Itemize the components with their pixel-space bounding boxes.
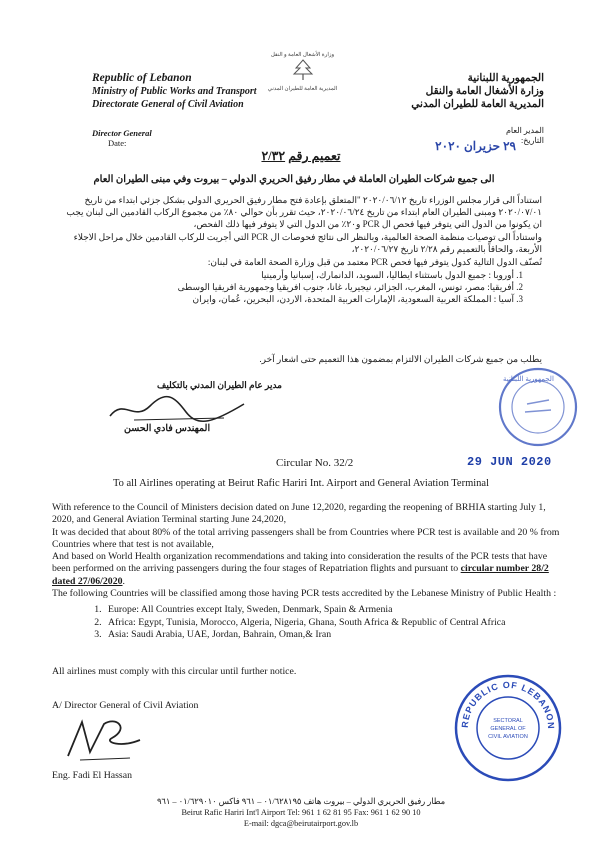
en-paragraph-4: The following Countries will be classified among those having PCR tests accredited by the Lebanese Ministry of Public Health : <box>52 588 557 600</box>
en-country-list <box>52 604 567 641</box>
ar-date-handwritten: ٢٩ حزيران ٢٠٢٠ <box>435 139 516 153</box>
date-label: Date: <box>108 138 127 148</box>
letterhead-ministry: Ministry of Public Works and Transport <box>92 86 257 97</box>
circular-reference: circular number 28/2 dated 27/06/2020 <box>52 563 549 587</box>
en-paragraph-3-start: And based on World Health organization recommendations and taking into consideration the results of the PCR tests that have been performed on the arriving passengers during the four stages of Repatriation flights and pursuant to <box>52 551 548 575</box>
en-signature-name: Eng. Fadi El Hassan <box>52 770 132 781</box>
stamp-ring-text: REPUBLIC OF LEBANON <box>459 679 557 730</box>
letterhead-ar-ministry: وزارة الأشغال العامة والنقل <box>425 86 544 97</box>
en-list-item: 2. Africa: Egypt, Tunisia, Morocco, Algeria, Nigeria, Ghana, South Africa & Republic of Central Africa <box>104 617 567 629</box>
arabic-addressee: الى جميع شركات الطيران العاملة في مطار رفيق الحريري الدولي – بيروت وفي مبنى الطيران العام <box>93 174 495 185</box>
ar-list-item: 2. أفريقيا: مصر، تونس، المغرب، الجزائر، نيجيريا، غانا، جنوب افريقيا وجمهورية افريقيا الوسطى <box>64 281 514 293</box>
ar-title-number: ٢/٣٢ <box>261 149 286 163</box>
ar-director-text: المدير العام <box>505 126 544 135</box>
bottom-official-stamp-icon <box>452 672 564 784</box>
en-signature-scribble-icon <box>60 712 150 766</box>
en-paragraph-3-end: . <box>122 575 125 587</box>
ar-closing-line: يطلب من جميع شركات الطيران الالتزام بمضمون هذا التعميم حتى اشعار آخر. <box>259 354 542 364</box>
en-paragraph-1: With reference to the Council of Ministers decision dated on June 12,2020, regarding the reopening of BRHIA starting July 1, 2020, and General Aviation Terminal starting June 24,2020, <box>52 502 546 526</box>
stamp-center-line-2: GENERAL OF <box>490 726 526 732</box>
ar-list-item: 1. أوروبا : جميع الدول باستثناء ايطاليا، السويد، الدانمارك، إسبانيا وأرمينيا <box>64 269 514 281</box>
english-addressee: To all Airlines operating at Beirut Rafic Hariri Int. Airport and General Aviation Terminal <box>112 478 490 489</box>
director-general-label: Director General <box>92 128 152 138</box>
cedar-emblem-icon <box>290 59 316 81</box>
comply-statement: All airlines must comply with this circular until further notice. <box>52 666 297 677</box>
ar-title-prefix: تعميم رقم <box>288 149 341 163</box>
logo-line-ar-2: المديرية العامة للطيران المدني <box>267 86 338 92</box>
ar-paragraph-3: تُصنّف الدول التالية كدول يتوفر فيها فحص PCR معتمد من قبل وزارة الصحة العامة في لبنان: <box>207 257 542 267</box>
en-paragraph-3 <box>52 551 567 588</box>
arabic-circular-title <box>0 148 602 164</box>
stamp-center-line-1: SECTORAL <box>493 718 523 724</box>
logo-line-ar-1: وزارة الأشغال العامة و النقل <box>270 52 335 58</box>
en-list-item: 1. Europe: All Countries except Italy, Sweden, Denmark, Spain & Armenia <box>104 604 567 616</box>
stamp-center-line-3: CIVIL AVIATION <box>488 734 528 740</box>
arabic-letterhead <box>411 72 544 111</box>
arabic-body <box>64 194 542 305</box>
ar-paragraph-2: واستناداً الى توصيات منظمة الصحة العالمية، وبالنظر الى نتائج فحوصات ال PCR التي أجريت للركاب القادمين خلال مراحل الاجلاء الأربعة، والحاقاً بالتعميم رقم ٢/٢٨ تاريخ ٢٠٢٠/٠٦/٢٧، <box>73 232 542 254</box>
footer-email: E-mail: dgca@beirutairport.gov.lb <box>243 819 359 828</box>
ar-list-item: 3. آسيا : المملكة العربية السعودية، الإمارات العربية المتحدة، الاردن، البحرين، عُمان، وايران <box>64 293 514 305</box>
page-footer <box>0 796 602 829</box>
letterhead-republic: Republic of Lebanon <box>92 72 192 84</box>
ar-signature-scribble-icon <box>104 392 254 426</box>
ar-paragraph-1: استناداً الى قرار مجلس الوزراء تاريخ ٢٠٢٠/٠٦/١٢ "المتعلق بإعادة فتح مطار رفيق الحريري الدولي بشكل جزئي ابتداء من تاريخ ٢٠٢٠/٠٧/٠١ ومبنى الطيران العام ابتداء من تاريخ ٢٠٢٠/٠٦/٢٤، حيث تقرر بأن حوالي ٨٠٪ من مجموع الركاب القادمين الى لبنان يجب ان يكونوا من الدول التي يتوفر فيها فحص ال PCR و٢٠٪ من الدول التي لا يتوفر فيها ذلك الفحص، <box>66 195 542 229</box>
en-signature-title: A/ Director General of Civil Aviation <box>52 700 199 711</box>
ar-signature-name: المهندس فادي الحسن <box>124 424 211 434</box>
footer-ar-address: مطار رفيق الحريري الدولي – بيروت هاتف ٠١/٦٢٨١٩٥ – ٩٦١ فاكس ٠١/٦٢٩٠١٠ – ٩٦١ <box>156 797 446 806</box>
en-list-item: 3. Asia: Saudi Arabia, UAE, Jordan, Bahrain, Oman,& Iran <box>104 629 567 641</box>
letterhead-ar-republic: الجمهورية اللبنانية <box>467 73 544 84</box>
en-paragraph-2: It was decided that about 80% of the total arriving passengers shall be from Countries where PCR test is available and 20 % from Countries where that test is not available, <box>52 526 560 550</box>
ar-signature-title: مدير عام الطيران المدني بالتكليف <box>157 380 282 390</box>
letterhead-ar-directorate: المديرية العامة للطيران المدني <box>411 99 544 110</box>
circular-number: Circular No. 32/2 <box>276 457 354 469</box>
footer-en-address: Beirut Rafic Hariri Int'l Airport Tel: 961 1 62 81 95 Fax: 961 1 62 90 10 <box>181 808 421 817</box>
ar-date-label: التاريخ: <box>521 136 544 145</box>
english-body <box>52 502 567 645</box>
letterhead-directorate: Directorate General of Civil Aviation <box>92 99 244 110</box>
english-letterhead <box>92 72 257 111</box>
ministry-logo <box>255 52 350 93</box>
circular-date-stamp: 29 JUN 2020 <box>467 455 552 469</box>
top-stamp-text: الجمهورية اللبنانية <box>503 375 554 383</box>
ar-country-list <box>64 269 514 305</box>
